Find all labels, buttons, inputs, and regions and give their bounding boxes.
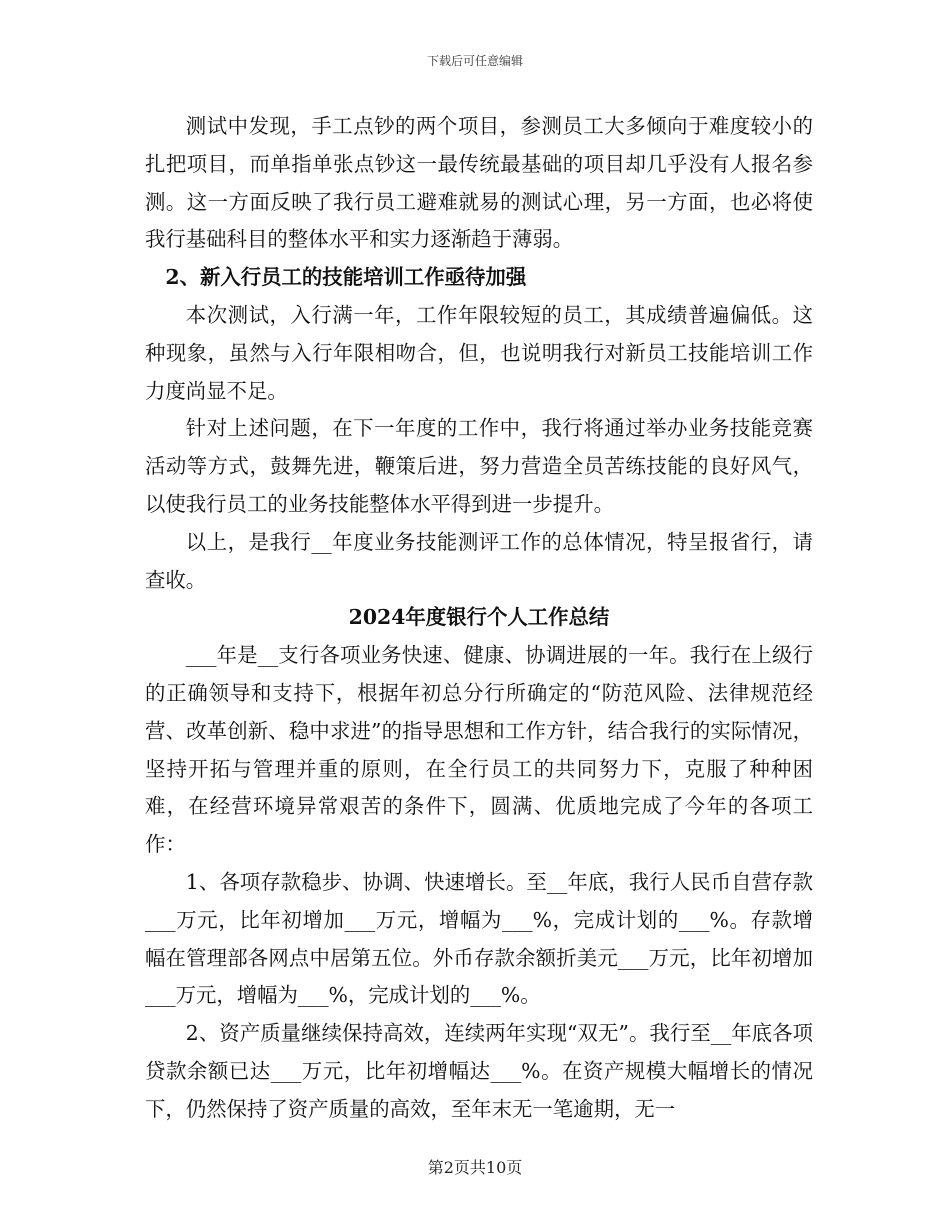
paragraph-deposits: 1、各项存款稳步、协调、快速增长。至__年底，我行人民币自营存款___万元，比年初增加___万元，增幅为___%，完成计划的___%。存款增幅在管理部各网点中居第五位。外币存款余额折美元___万元，比年初增加___万元，增幅为___%，完成计划的___%。 — [145, 869, 813, 1008]
section-heading-training: 2、新入行员工的技能培训工作亟待加强 — [165, 265, 527, 290]
paragraph-asset-quality: 2、资产质量继续保持高效，连续两年实现“双无”。我行至__年底各项贷款余额已达___万元，比年初增幅达___%。在资产规模大幅增长的情况下，仍然保持了资产质量的高效，至年末无一笔逾期，无一 — [145, 1021, 813, 1121]
paragraph-year-overview: ___年是__支行各项业务快速、健康、协调进展的一年。我行在上级行的正确领导和支持下，根据年初总分行所确定的“防范风险、法律规范经营、改革创新、稳中求进”的指导思想和工作方针，结合我行的实际情况，坚持开拓与管理并重的原则，在全行员工的共同努力下，克服了种种困难，在经营环境异常艰苦的条件下，圆满、优质地完成了今年的各项工作： — [145, 643, 813, 857]
page-footer: 第2页共10页 — [427, 1158, 523, 1177]
paragraph-new-staff: 本次测试，入行满一年，工作年限较短的员工，其成绩普遍偏低。这种现象，虽然与入行年限相吻合，但，也说明我行对新员工技能培训工作力度尚显不足。 — [145, 302, 813, 403]
paragraph-measures: 针对上述问题，在下一年度的工作中，我行将通过举办业务技能竞赛活动等方式，鼓舞先进，鞭策后进，努力营造全员苦练技能的良好风气，以使我行员工的业务技能整体水平得到进一步提升。 — [145, 416, 813, 516]
paragraph-conclusion: 以上，是我行__年度业务技能测评工作的总体情况，特呈报省行，请查收。 — [145, 529, 813, 592]
document-body — [145, 108, 813, 1129]
section-title-annual-summary: 2024年度银行个人工作总结 — [348, 605, 610, 630]
page-header: 下载后可任意编辑 — [426, 54, 523, 68]
paragraph-test-findings: 测试中发现，手工点钞的两个项目，参测员工大多倾向于难度较小的扎把项目，而单指单张点钞这一最传统最基础的项目却几乎没有人报名参测。这一方面反映了我行员工避难就易的测试心理，另一方面，也必将使我行基础科目的整体水平和实力逐渐趋于薄弱。 — [145, 114, 813, 252]
